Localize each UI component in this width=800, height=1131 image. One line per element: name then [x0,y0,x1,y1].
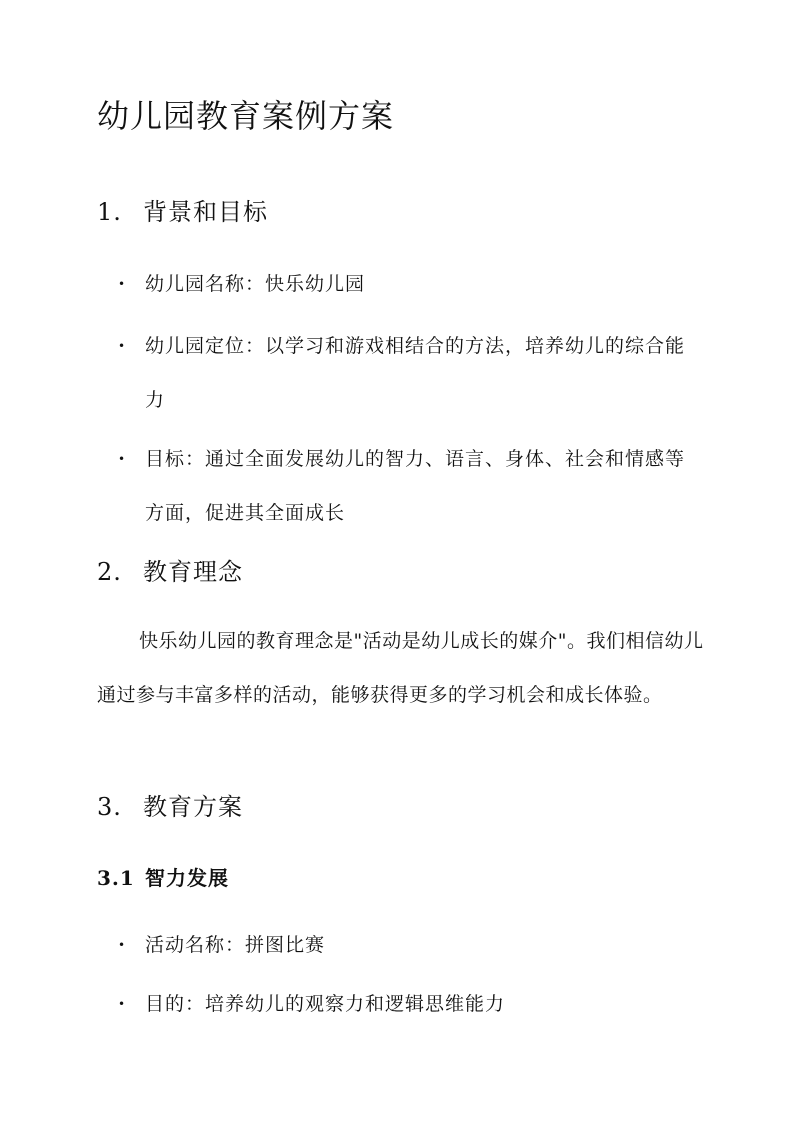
section-title: 教育方案 [143,793,243,821]
section-title: 背景和目标 [143,198,268,226]
bullet-icon: • [118,452,127,466]
section-number: 1. [97,198,122,226]
list-item [118,257,698,311]
bullet-icon: • [118,938,127,952]
list-item [118,918,698,972]
list-item [118,432,698,540]
subsection-heading-intellect [97,864,229,892]
section-heading-background-goals [97,195,268,229]
list-item-text: 幼儿园定位：以学习和游戏相结合的方法，培养幼儿的综合能力 [145,335,686,411]
subsection-title: 智力发展 [145,866,229,890]
bullet-icon: • [118,997,127,1011]
philosophy-paragraph: 快乐幼儿园的教育理念是"活动是幼儿成长的媒介"。我们相信幼儿通过参与丰富多样的活动，能够获得更多的学习机会和成长体验。 [97,630,704,706]
list-item [118,977,698,1031]
section-title: 教育理念 [143,558,243,586]
document-title: 幼儿园教育案例方案 [97,97,395,135]
list-item-text: 目标：通过全面发展幼儿的智力、语言、身体、社会和情感等方面，促进其全面成长 [145,448,686,524]
list-item-text: 幼儿园名称：快乐幼儿园 [145,273,366,295]
list-item-text: 活动名称：拼图比赛 [145,934,326,956]
section-number: 2. [97,558,122,586]
section-heading-plan [97,790,243,824]
section-heading-philosophy [97,555,243,589]
subsection-number: 3.1 [97,866,135,890]
list-item [118,319,698,427]
section-number: 3. [97,793,122,821]
list-item-text: 目的：培养幼儿的观察力和逻辑思维能力 [145,993,506,1015]
bullet-icon: • [118,339,127,353]
bullet-icon: • [118,277,127,291]
